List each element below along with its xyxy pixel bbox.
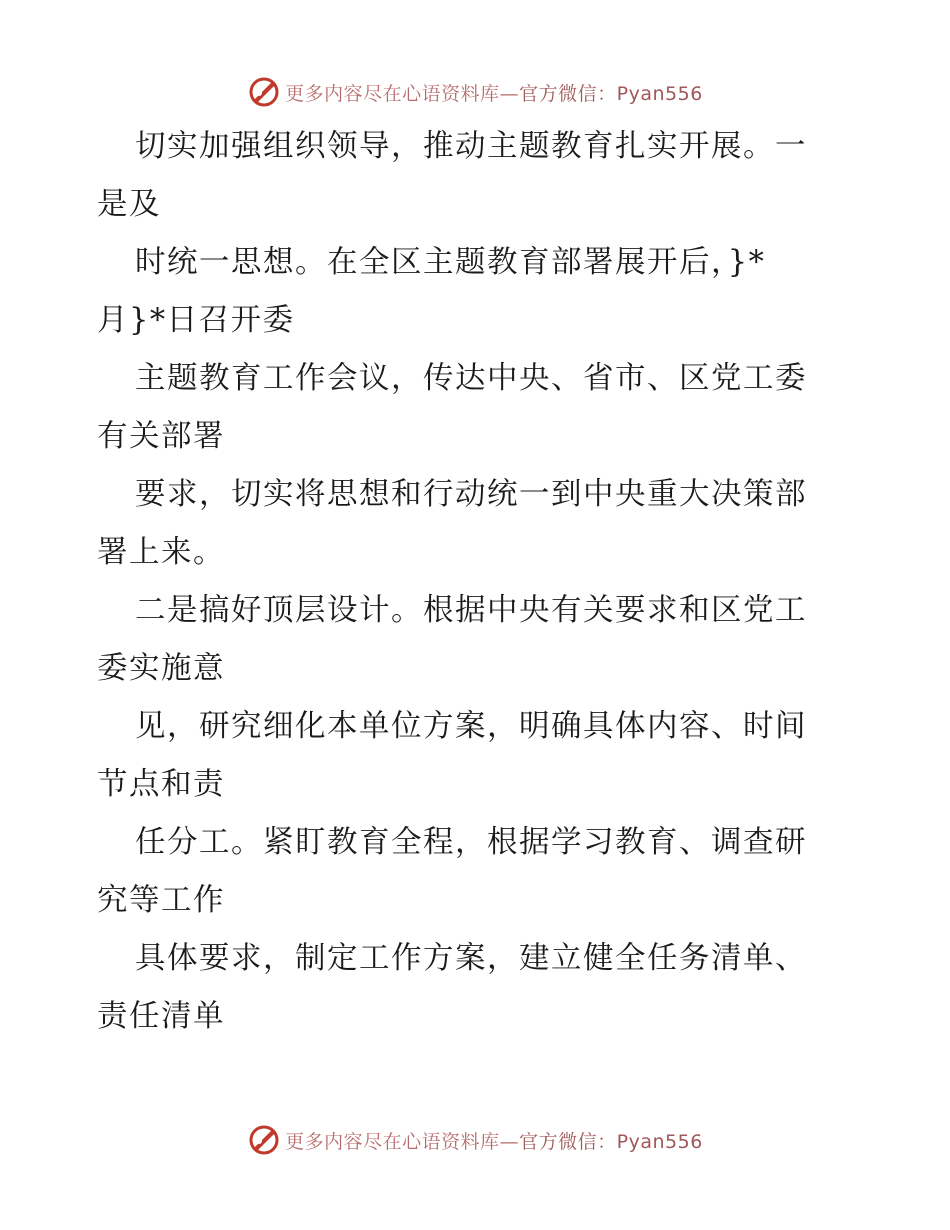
text-line: 主题教育工作会议，传达中央、省市、区党工委 xyxy=(135,361,807,396)
text-line: 是及 xyxy=(97,187,161,222)
text-line: 责任清单 xyxy=(97,999,225,1034)
text-line: 有关部署 xyxy=(97,419,225,454)
text-line: 月}*日召开委 xyxy=(97,303,295,338)
header-banner-text: 更多内容尽在心语资料库—官方微信：Pyan556 xyxy=(285,82,703,105)
text-line: 具体要求，制定工作方案，建立健全任务清单、 xyxy=(135,941,807,976)
header-banner xyxy=(0,72,950,112)
text-line: 署上来。 xyxy=(97,535,225,570)
footer-banner-text: 更多内容尽在心语资料库—官方微信：Pyan556 xyxy=(285,1130,703,1153)
text-line: 时统一思想。在全区主题教育部署展开后，}* xyxy=(135,245,766,280)
text-line: 要求，切实将思想和行动统一到中央重大决策部 xyxy=(135,477,807,512)
text-line: 任分工。紧盯教育全程，根据学习教育、调查研 xyxy=(135,825,807,860)
logo-icon xyxy=(247,75,281,109)
text-line: 委实施意 xyxy=(97,651,225,686)
text-line: 见，研究细化本单位方案，明确具体内容、时间 xyxy=(135,709,807,744)
footer-banner xyxy=(0,1120,950,1160)
text-line: 二是搞好顶层设计。根据中央有关要求和区党工 xyxy=(135,593,807,628)
logo-icon xyxy=(247,1123,281,1157)
text-line: 节点和责 xyxy=(97,767,225,802)
text-line: 究等工作 xyxy=(97,883,225,918)
document-body xyxy=(97,118,867,1046)
text-line: 切实加强组织领导，推动主题教育扎实开展。一 xyxy=(135,129,807,164)
